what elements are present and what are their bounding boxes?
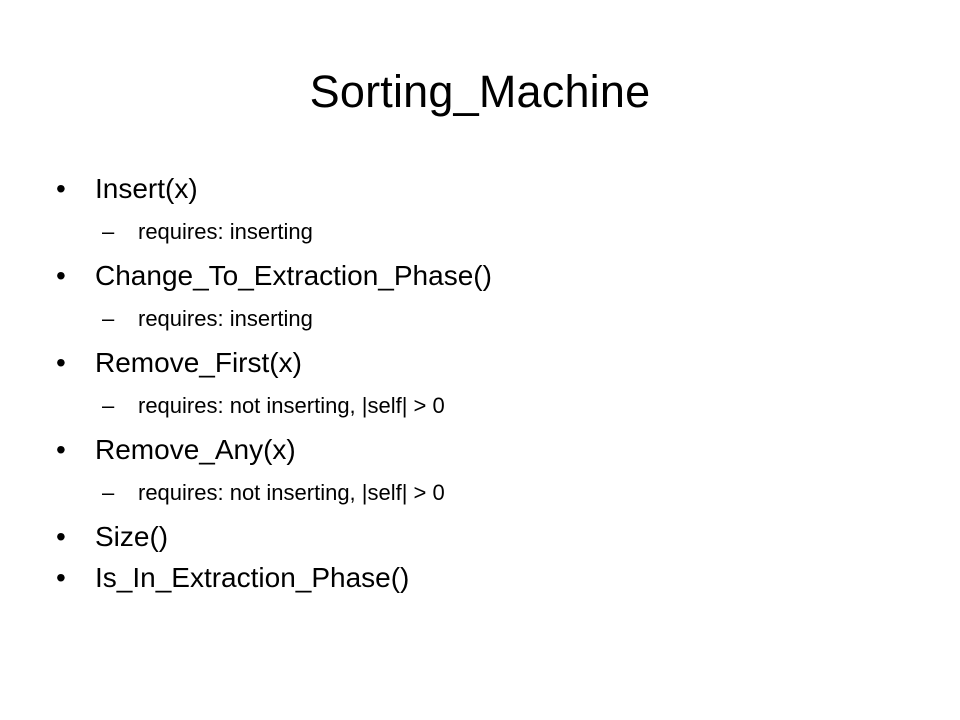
dash-marker: –: [102, 219, 115, 244]
bullet-text: Change_To_Extraction_Phase(): [95, 260, 492, 291]
bullet-marker: •: [56, 260, 66, 291]
bullet-marker: •: [56, 173, 66, 204]
bullet-item-is-in-extraction-phase: [56, 557, 916, 598]
bullet-item-insert: [56, 168, 916, 209]
sub-item-insert-requires: [56, 209, 916, 255]
bullet-text: Insert(x): [95, 173, 198, 204]
sub-text: requires: inserting: [138, 219, 313, 244]
bullet-marker: •: [56, 562, 66, 593]
bullet-text: Remove_Any(x): [95, 434, 296, 465]
dash-marker: –: [102, 393, 115, 418]
bullet-marker: •: [56, 434, 66, 465]
sub-text: requires: not inserting, |self| > 0: [138, 480, 445, 505]
sub-text: requires: inserting: [138, 306, 313, 331]
bullet-marker: •: [56, 521, 66, 552]
sub-item-change-requires: [56, 296, 916, 342]
dash-marker: –: [102, 480, 115, 505]
bullet-text: Remove_First(x): [95, 347, 302, 378]
bullet-item-remove-first: [56, 342, 916, 383]
bullet-text: Size(): [95, 521, 169, 552]
sub-text: requires: not inserting, |self| > 0: [138, 393, 445, 418]
slide-title: Sorting_Machine: [309, 66, 651, 117]
bullet-text: Is_In_Extraction_Phase(): [95, 562, 410, 593]
dash-marker: –: [102, 306, 115, 331]
bullet-item-remove-any: [56, 429, 916, 470]
bullet-list: [56, 168, 916, 598]
sub-item-remove-any-requires: [56, 470, 916, 516]
sub-item-remove-first-requires: [56, 383, 916, 429]
bullet-marker: •: [56, 347, 66, 378]
bullet-item-change-to-extraction-phase: [56, 255, 916, 296]
bullet-item-size: [56, 516, 916, 557]
